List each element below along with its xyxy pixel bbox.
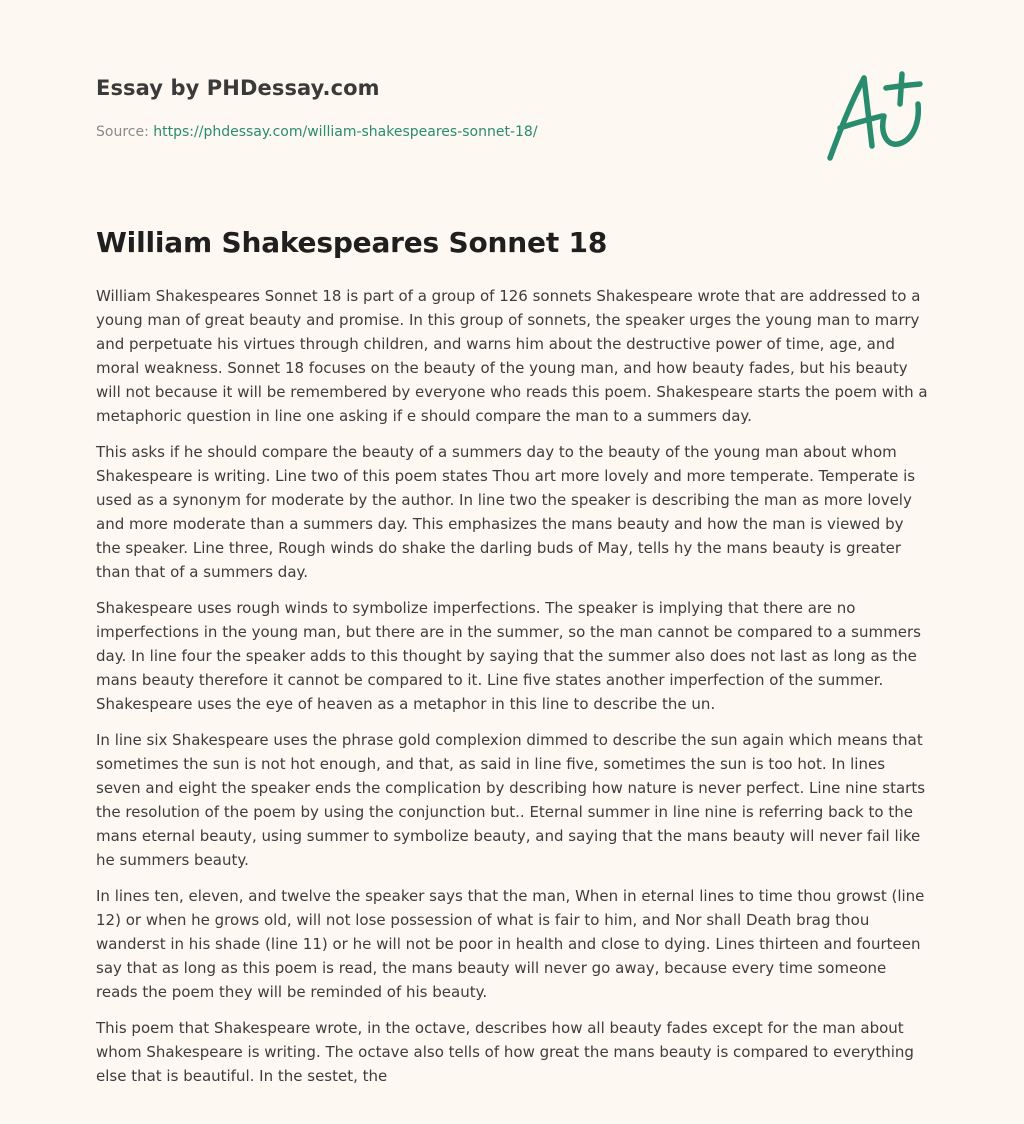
a-plus-logo-icon [820, 66, 930, 166]
essay-paragraph: This asks if he should compare the beauty of a summers day to the beauty of the young man about whom Shakespeare is writing. Line two of this poem states Thou art more lovely and more temperate. Temperate is used as a synonym for moderate by the author. In line two the speaker is describing the man as more lovely and more moderate than a summers day. This emphasizes the mans beauty and how the man is viewed by the speaker. Line three, Rough winds do shake the darling buds of May, tells hy the mans beauty is greater than that of a summers day. [96, 443, 916, 581]
essay-paragraph: Shakespeare uses rough winds to symbolize imperfections. The speaker is implying that there are no imperfections in the young man, but there are in the summer, so the man cannot be compared to a summers day. In line four the speaker adds to this thought by saying that the summer also does not last as long as the mans beauty therefore it cannot be compared to it. Line five states another imperfection of the summer. Shakespeare uses the eye of heaven as a metaphor in this line to describe the un. [96, 599, 921, 713]
essay-paragraph: In line six Shakespeare uses the phrase gold complexion dimmed to describe the sun again which means that sometimes the sun is not hot enough, and that, as said in line five, sometimes the sun is too hot. In lines seven and eight the speaker ends the complication by describing how nature is never perfect. Line nine starts the resolution of the poem by using the conjunction but.. Eternal summer in line nine is referring back to the mans eternal beauty, using summer to symbolize beauty, and saying that the mans beauty will never fail like he summers beauty. [96, 731, 926, 869]
essay-title: William Shakespeares Sonnet 18 [96, 226, 608, 259]
source-line [96, 124, 538, 140]
essay-paragraph: In lines ten, eleven, and twelve the speaker says that the man, When in eternal lines to time thou growst (line 12) or when he grows old, will not lose possession of what is fair to him, and Nor shall Death brag thou wanderst in his shade (line 11) or he will not be poor in health and close to dying. Lines thirteen and fourteen say that as long as this poem is read, the mans beauty will never go away, because every time someone reads the poem they will be reminded of his beauty. [96, 887, 925, 1001]
source-label: Source: [96, 124, 149, 140]
site-brand: Essay by PHDessay.com [96, 76, 380, 100]
essay-body [96, 284, 932, 1100]
source-link[interactable]: https://phdessay.com/william-shakespeares-sonnet-18/ [153, 124, 538, 140]
essay-paragraph: This poem that Shakespeare wrote, in the octave, describes how all beauty fades except for the man about whom Shakespeare is writing. The octave also tells of how great the mans beauty is compared to everything else that is beautiful. In the sestet, the [96, 1019, 914, 1085]
essay-paragraph: William Shakespeares Sonnet 18 is part of a group of 126 sonnets Shakespeare wrote that are addressed to a young man of great beauty and promise. In this group of sonnets, the speaker urges the young man to marry and perpetuate his virtues through children, and warns him about the destructive power of time, age, and moral weakness. Sonnet 18 focuses on the beauty of the young man, and how beauty fades, but his beauty will not because it will be remembered by everyone who reads this poem. Shakespeare starts the poem with a metaphoric question in line one asking if e should compare the man to a summers day. [96, 287, 928, 425]
